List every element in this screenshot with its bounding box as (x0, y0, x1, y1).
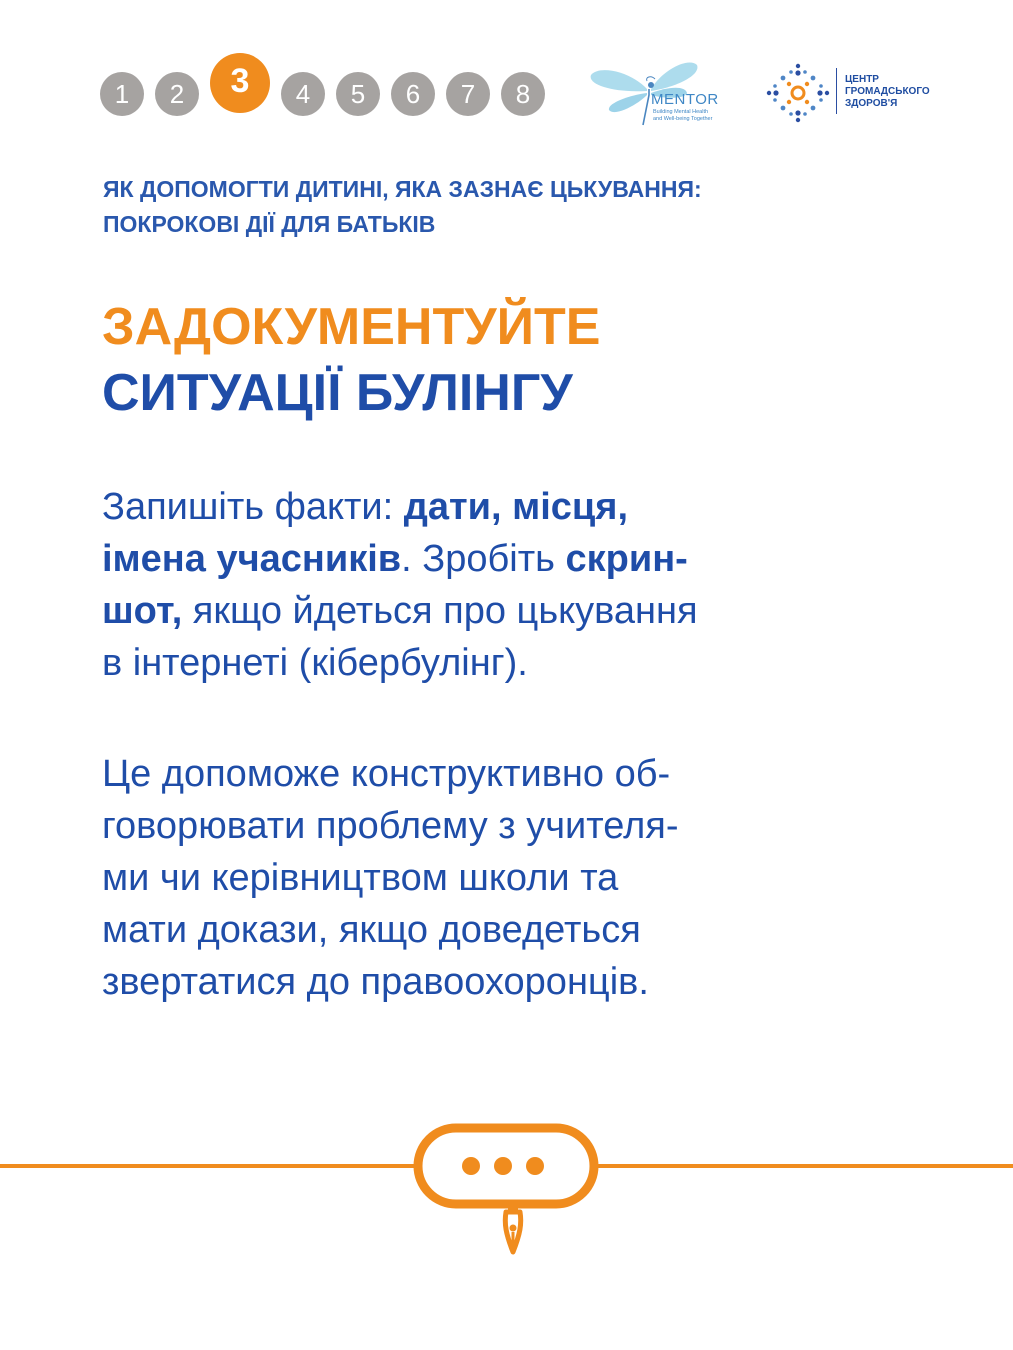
step-3-active: 3 (210, 53, 270, 113)
public-health-center-name: ЦЕНТР ГРОМАДСЬКОГО ЗДОРОВ'Я (845, 74, 930, 109)
step-indicator (100, 62, 545, 121)
page-title (102, 294, 600, 426)
step-4: 4 (281, 72, 325, 116)
title-line-2: СИТУАЦІЇ БУЛІНГУ (102, 364, 573, 422)
mentor-logo-tagline: Building Mental Health and Well-being Together (653, 109, 713, 122)
title-line-1: ЗАДОКУМЕНТУЙТЕ (102, 298, 601, 356)
step-5: 5 (336, 72, 380, 116)
dot-cross-emblem-icon (765, 62, 831, 124)
mentor-logo-name: MENTOR (651, 91, 719, 108)
public-health-center-logo (765, 62, 945, 124)
step-7: 7 (446, 72, 490, 116)
step-2: 2 (155, 72, 199, 116)
logo-divider (836, 68, 837, 114)
speech-bubble-pen-icon (0, 1120, 1013, 1260)
step-1: 1 (100, 72, 144, 116)
step-6: 6 (391, 72, 435, 116)
paragraph-document-facts: Запишіть факти: дати, місця, імена учасників. Зробіть скрин- шот, якщо йдеться про цькування в інтернеті (кібербулінг). (102, 486, 698, 684)
series-subtitle: ЯК ДОПОМОГТИ ДИТИНІ, ЯКА ЗАЗНАЄ ЦЬКУВАННЯ: ПОКРОКОВІ ДІЇ ДЛЯ БАТЬКІВ (103, 176, 702, 237)
paragraph-why-it-helps: Це допоможе конструктивно об- говорювати проблему з учителя- ми чи керівництвом школи та мати докази, якщо доведеться звертатися до правоохоронців. (102, 753, 679, 1003)
step-8: 8 (501, 72, 545, 116)
mentor-logo (585, 55, 735, 130)
